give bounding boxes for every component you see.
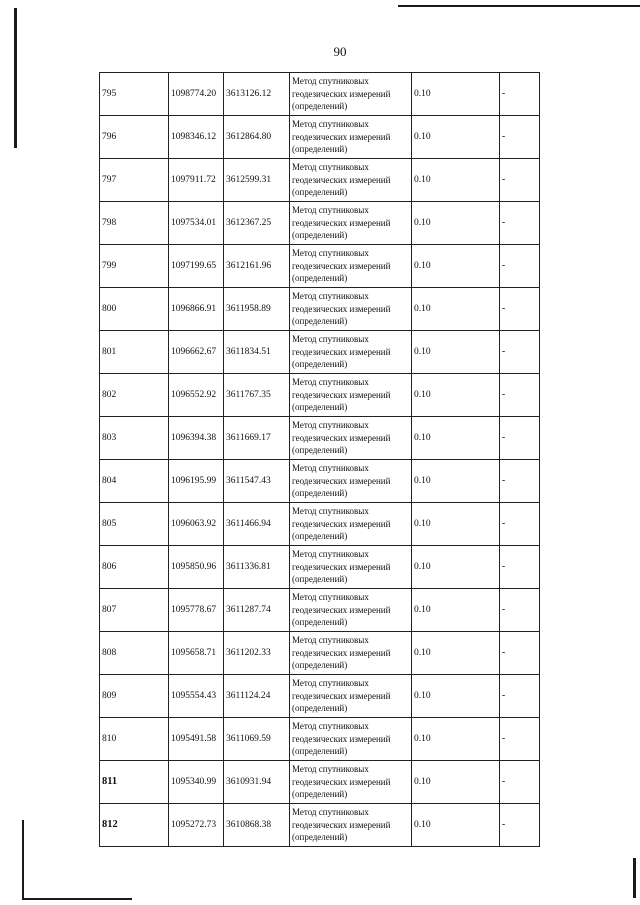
method-cell: Метод спутниковых геодезических измерений (определений) bbox=[290, 632, 412, 675]
method-cell: Метод спутниковых геодезических измерений (определений) bbox=[290, 675, 412, 718]
accuracy-cell: 0.10 bbox=[412, 503, 500, 546]
point-number-cell: 804 bbox=[100, 460, 169, 503]
table-row bbox=[100, 331, 540, 374]
coordinates-table bbox=[99, 72, 540, 847]
y-coordinate-cell: 3612367.25 bbox=[224, 202, 290, 245]
accuracy-cell: 0.10 bbox=[412, 116, 500, 159]
table-row bbox=[100, 73, 540, 116]
description-cell: - bbox=[500, 804, 540, 847]
point-number-cell: 807 bbox=[100, 589, 169, 632]
y-coordinate-cell: 3613126.12 bbox=[224, 73, 290, 116]
x-coordinate-cell: 1095554.43 bbox=[169, 675, 224, 718]
point-number-cell: 809 bbox=[100, 675, 169, 718]
x-coordinate-cell: 1095850.96 bbox=[169, 546, 224, 589]
point-number-cell: 810 bbox=[100, 718, 169, 761]
table-row bbox=[100, 159, 540, 202]
accuracy-cell: 0.10 bbox=[412, 73, 500, 116]
description-cell: - bbox=[500, 417, 540, 460]
method-cell: Метод спутниковых геодезических измерений (определений) bbox=[290, 202, 412, 245]
x-coordinate-cell: 1097199.65 bbox=[169, 245, 224, 288]
y-coordinate-cell: 3612864.80 bbox=[224, 116, 290, 159]
point-number-cell: 806 bbox=[100, 546, 169, 589]
point-number-cell: 801 bbox=[100, 331, 169, 374]
scan-edge-right bbox=[633, 858, 636, 898]
description-cell: - bbox=[500, 202, 540, 245]
y-coordinate-cell: 3612161.96 bbox=[224, 245, 290, 288]
method-cell: Метод спутниковых геодезических измерений (определений) bbox=[290, 589, 412, 632]
description-cell: - bbox=[500, 288, 540, 331]
table-row bbox=[100, 417, 540, 460]
description-cell: - bbox=[500, 245, 540, 288]
description-cell: - bbox=[500, 546, 540, 589]
y-coordinate-cell: 3611287.74 bbox=[224, 589, 290, 632]
page-number: 90 bbox=[333, 44, 347, 59]
method-cell: Метод спутниковых геодезических измерений (определений) bbox=[290, 245, 412, 288]
point-number-cell: 797 bbox=[100, 159, 169, 202]
x-coordinate-cell: 1095658.71 bbox=[169, 632, 224, 675]
point-number-cell: 799 bbox=[100, 245, 169, 288]
point-number-cell: 798 bbox=[100, 202, 169, 245]
table-row bbox=[100, 718, 540, 761]
accuracy-cell: 0.10 bbox=[412, 460, 500, 503]
accuracy-cell: 0.10 bbox=[412, 804, 500, 847]
method-cell: Метод спутниковых геодезических измерений (определений) bbox=[290, 288, 412, 331]
point-number-cell: 811 bbox=[100, 761, 169, 804]
accuracy-cell: 0.10 bbox=[412, 374, 500, 417]
y-coordinate-cell: 3611834.51 bbox=[224, 331, 290, 374]
accuracy-cell: 0.10 bbox=[412, 202, 500, 245]
x-coordinate-cell: 1096662.67 bbox=[169, 331, 224, 374]
point-number-cell: 812 bbox=[100, 804, 169, 847]
x-coordinate-cell: 1095340.99 bbox=[169, 761, 224, 804]
method-cell: Метод спутниковых геодезических измерений (определений) bbox=[290, 718, 412, 761]
y-coordinate-cell: 3611547.43 bbox=[224, 460, 290, 503]
y-coordinate-cell: 3611124.24 bbox=[224, 675, 290, 718]
scan-edge-left-lower bbox=[22, 820, 24, 900]
method-cell: Метод спутниковых геодезических измерений (определений) bbox=[290, 804, 412, 847]
description-cell: - bbox=[500, 589, 540, 632]
x-coordinate-cell: 1098346.12 bbox=[169, 116, 224, 159]
y-coordinate-cell: 3610868.38 bbox=[224, 804, 290, 847]
x-coordinate-cell: 1098774.20 bbox=[169, 73, 224, 116]
accuracy-cell: 0.10 bbox=[412, 245, 500, 288]
description-cell: - bbox=[500, 761, 540, 804]
point-number-cell: 796 bbox=[100, 116, 169, 159]
x-coordinate-cell: 1096552.92 bbox=[169, 374, 224, 417]
description-cell: - bbox=[500, 503, 540, 546]
table-row bbox=[100, 460, 540, 503]
y-coordinate-cell: 3611669.17 bbox=[224, 417, 290, 460]
table-row bbox=[100, 503, 540, 546]
point-number-cell: 803 bbox=[100, 417, 169, 460]
x-coordinate-cell: 1095272.73 bbox=[169, 804, 224, 847]
point-number-cell: 795 bbox=[100, 73, 169, 116]
description-cell: - bbox=[500, 718, 540, 761]
y-coordinate-cell: 3611202.33 bbox=[224, 632, 290, 675]
table-row bbox=[100, 202, 540, 245]
accuracy-cell: 0.10 bbox=[412, 632, 500, 675]
accuracy-cell: 0.10 bbox=[412, 546, 500, 589]
y-coordinate-cell: 3611336.81 bbox=[224, 546, 290, 589]
x-coordinate-cell: 1097911.72 bbox=[169, 159, 224, 202]
description-cell: - bbox=[500, 632, 540, 675]
table-row bbox=[100, 589, 540, 632]
description-cell: - bbox=[500, 675, 540, 718]
scan-edge-bottom bbox=[22, 898, 132, 900]
accuracy-cell: 0.10 bbox=[412, 589, 500, 632]
accuracy-cell: 0.10 bbox=[412, 761, 500, 804]
table-body bbox=[100, 73, 540, 847]
point-number-cell: 808 bbox=[100, 632, 169, 675]
y-coordinate-cell: 3611767.35 bbox=[224, 374, 290, 417]
point-number-cell: 805 bbox=[100, 503, 169, 546]
accuracy-cell: 0.10 bbox=[412, 159, 500, 202]
y-coordinate-cell: 3611069.59 bbox=[224, 718, 290, 761]
y-coordinate-cell: 3611466.94 bbox=[224, 503, 290, 546]
table-row bbox=[100, 116, 540, 159]
point-number-cell: 800 bbox=[100, 288, 169, 331]
scan-edge-top bbox=[398, 5, 640, 7]
description-cell: - bbox=[500, 460, 540, 503]
x-coordinate-cell: 1095778.67 bbox=[169, 589, 224, 632]
x-coordinate-cell: 1096195.99 bbox=[169, 460, 224, 503]
table-row bbox=[100, 546, 540, 589]
description-cell: - bbox=[500, 116, 540, 159]
table-row bbox=[100, 632, 540, 675]
method-cell: Метод спутниковых геодезических измерений (определений) bbox=[290, 116, 412, 159]
table-row bbox=[100, 804, 540, 847]
y-coordinate-cell: 3611958.89 bbox=[224, 288, 290, 331]
method-cell: Метод спутниковых геодезических измерений (определений) bbox=[290, 374, 412, 417]
x-coordinate-cell: 1096394.38 bbox=[169, 417, 224, 460]
method-cell: Метод спутниковых геодезических измерений (определений) bbox=[290, 546, 412, 589]
x-coordinate-cell: 1096866.91 bbox=[169, 288, 224, 331]
table-row bbox=[100, 288, 540, 331]
description-cell: - bbox=[500, 159, 540, 202]
method-cell: Метод спутниковых геодезических измерений (определений) bbox=[290, 503, 412, 546]
y-coordinate-cell: 3612599.31 bbox=[224, 159, 290, 202]
description-cell: - bbox=[500, 331, 540, 374]
scan-edge-left bbox=[14, 8, 17, 148]
method-cell: Метод спутниковых геодезических измерений (определений) bbox=[290, 417, 412, 460]
x-coordinate-cell: 1095491.58 bbox=[169, 718, 224, 761]
method-cell: Метод спутниковых геодезических измерений (определений) bbox=[290, 761, 412, 804]
accuracy-cell: 0.10 bbox=[412, 675, 500, 718]
method-cell: Метод спутниковых геодезических измерений (определений) bbox=[290, 73, 412, 116]
method-cell: Метод спутниковых геодезических измерений (определений) bbox=[290, 331, 412, 374]
table-row bbox=[100, 675, 540, 718]
table-row bbox=[100, 761, 540, 804]
accuracy-cell: 0.10 bbox=[412, 288, 500, 331]
table-row bbox=[100, 245, 540, 288]
method-cell: Метод спутниковых геодезических измерений (определений) bbox=[290, 159, 412, 202]
table-row bbox=[100, 374, 540, 417]
method-cell: Метод спутниковых геодезических измерений (определений) bbox=[290, 460, 412, 503]
point-number-cell: 802 bbox=[100, 374, 169, 417]
accuracy-cell: 0.10 bbox=[412, 718, 500, 761]
accuracy-cell: 0.10 bbox=[412, 417, 500, 460]
description-cell: - bbox=[500, 73, 540, 116]
x-coordinate-cell: 1097534.01 bbox=[169, 202, 224, 245]
y-coordinate-cell: 3610931.94 bbox=[224, 761, 290, 804]
description-cell: - bbox=[500, 374, 540, 417]
x-coordinate-cell: 1096063.92 bbox=[169, 503, 224, 546]
accuracy-cell: 0.10 bbox=[412, 331, 500, 374]
